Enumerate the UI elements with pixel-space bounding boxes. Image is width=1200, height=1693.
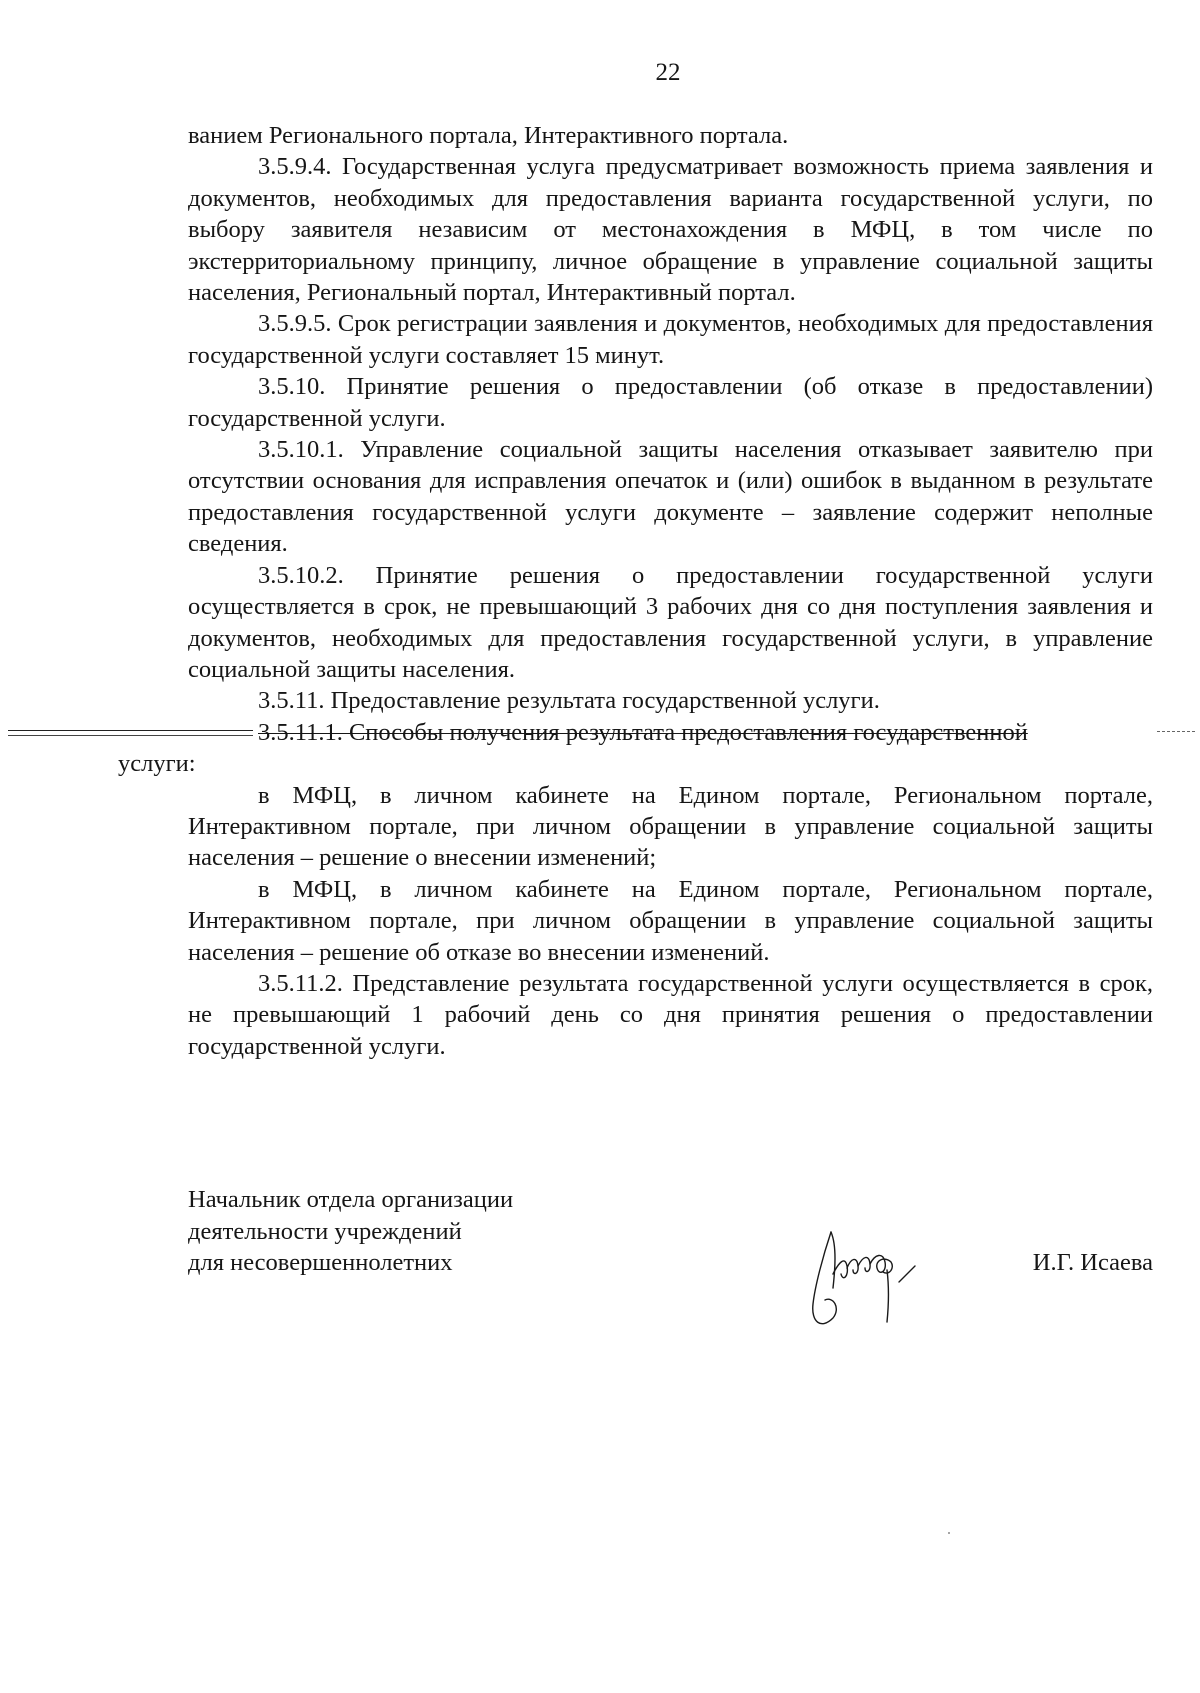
paragraph: 3.5.10.2. Принятие решения о предоставлении государственной услуги осуществляется в срок, не превышающий 3 рабочих дня со дня поступления заявления и документов, необходимых для предоставления государственной услуги, в управление социальной защиты населения. (188, 561, 1153, 683)
signer-position-line: для несовершеннолетних (188, 1249, 453, 1276)
strike-mark-right (1157, 731, 1195, 732)
paragraph: в МФЦ, в личном кабинете на Едином портале, Региональном портале, Интерактивном портале, при личном обращении в управление социальной защиты населения – решение о внесении изменений; (188, 781, 1153, 872)
signer-name: И.Г. Исаева (1032, 1249, 1153, 1276)
struck-text: 3.5.11.1. Способы получения результата предоставления государственной (258, 718, 1028, 746)
page-number: 22 (655, 59, 681, 86)
signer-position-line: деятельности учреждений (188, 1217, 462, 1245)
paragraph: 3.5.11. Предоставление результата государственной услуги. (258, 687, 880, 715)
document-body (118, 120, 1153, 1062)
strike-mark-left-second (8, 735, 253, 736)
paragraph: 3.5.10.1. Управление социальной защиты населения отказывает заявителю при отсутствии основания для исправления опечаток и (или) ошибок в выданном в результате предоставления государственной услуги документе – заявление содержит неполные сведения. (188, 436, 1153, 558)
struck-paragraph-continuation: услуги: (118, 750, 196, 778)
signer-position (188, 1184, 513, 1279)
paragraph: 3.5.9.4. Государственная услуга предусматривает возможность приема заявления и документов, необходимых для предоставления варианта государственной услуги, по выбору заявителя независим от местонахождения в МФЦ, в том числе по экстерриториальному принципу, личное обращение в управление социальной защиты населения, Региональный портал, Интерактивный портал. (188, 153, 1153, 307)
paragraph: ванием Регионального портала, Интерактивного портала. (188, 122, 789, 149)
paragraph: 3.5.11.2. Представление результата государственной услуги осуществляется в срок, не превышающий 1 рабочий день со дня принятия решения о предоставлении государственной услуги. (188, 969, 1153, 1060)
strike-mark-left (8, 730, 253, 731)
scan-speck (948, 1532, 950, 1534)
paragraph: в МФЦ, в личном кабинете на Едином портале, Региональном портале, Интерактивном портале, при личном обращении в управление социальной защиты населения – решение об отказе во внесении изменений. (188, 875, 1153, 966)
struck-paragraph (118, 717, 1153, 780)
handwritten-signature (803, 1226, 933, 1336)
paragraph: 3.5.10. Принятие решения о предоставлении (об отказе в предоставлении) государственной услуги. (188, 373, 1153, 432)
signature-block (188, 1184, 1153, 1344)
paragraph: 3.5.9.5. Срок регистрации заявления и документов, необходимых для предоставления государственной услуги составляет 15 минут. (188, 310, 1153, 369)
signer-position-line: Начальник отдела организации (188, 1186, 514, 1213)
